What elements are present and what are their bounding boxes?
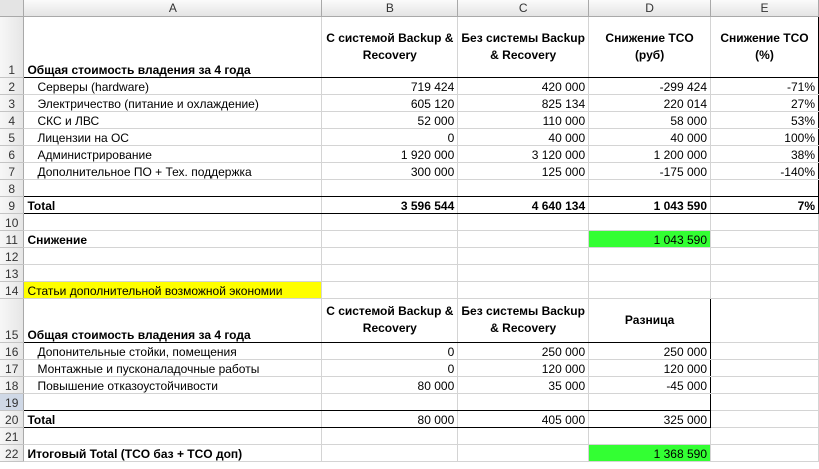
row-header[interactable]: 12	[0, 247, 24, 264]
table1-item-without-system[interactable]: 420 000	[458, 77, 589, 94]
table2-total-difference[interactable]: 325 000	[589, 410, 711, 427]
empty-cell[interactable]	[24, 427, 322, 444]
table2-total-label[interactable]: Total	[24, 410, 322, 427]
table2-item-with-system[interactable]: 0	[322, 359, 458, 376]
row-header[interactable]: 16	[0, 342, 24, 359]
table2-item-without-system[interactable]: 120 000	[458, 359, 589, 376]
table1-header-with-system[interactable]: С системой Backup & Recovery	[322, 16, 458, 77]
column-header-d[interactable]: D	[589, 0, 711, 16]
empty-cell[interactable]	[711, 410, 819, 427]
row-header[interactable]: 15	[0, 298, 24, 342]
table1-item-label[interactable]: СКС и ЛВС	[24, 111, 322, 128]
table1-item-tco-pct[interactable]: -140%	[711, 162, 819, 179]
table1-item-tco-rub[interactable]: -299 424	[589, 77, 711, 94]
table1-item-tco-rub[interactable]: 1 200 000	[589, 145, 711, 162]
empty-cell[interactable]	[322, 230, 458, 247]
table2-item-difference[interactable]: 250 000	[589, 342, 711, 359]
row-header[interactable]: 2	[0, 77, 24, 94]
empty-cell[interactable]	[458, 393, 589, 410]
table1-item-tco-rub[interactable]: -175 000	[589, 162, 711, 179]
empty-cell[interactable]	[711, 213, 819, 230]
empty-cell[interactable]	[589, 213, 711, 230]
row-header[interactable]: 18	[0, 376, 24, 393]
row-header[interactable]: 19	[0, 393, 24, 410]
grand-total-value[interactable]: 1 368 590	[589, 444, 711, 461]
table1-item-tco-pct[interactable]: 100%	[711, 128, 819, 145]
empty-cell[interactable]	[711, 393, 819, 410]
row-header[interactable]: 6	[0, 145, 24, 162]
table1-item-without-system[interactable]: 825 134	[458, 94, 589, 111]
empty-cell[interactable]	[458, 281, 589, 298]
row-header[interactable]: 1	[0, 16, 24, 77]
section2-label[interactable]: Статьи дополнительной возможной экономии	[24, 281, 322, 298]
table1-title-cell[interactable]: Общая стоимость владения за 4 года	[24, 16, 322, 77]
table1-total-with-system[interactable]: 3 596 544	[322, 196, 458, 213]
empty-cell[interactable]	[711, 247, 819, 264]
empty-cell[interactable]	[458, 213, 589, 230]
grand-total-label[interactable]: Итоговый Total (TCO баз + TCO доп)	[24, 444, 322, 461]
table1-header-tco-rub[interactable]: Снижение TCO (руб)	[589, 16, 711, 77]
empty-cell[interactable]	[589, 179, 711, 196]
table2-total-without-system[interactable]: 405 000	[458, 410, 589, 427]
empty-cell[interactable]	[458, 427, 589, 444]
empty-cell[interactable]	[458, 230, 589, 247]
column-header-b[interactable]: B	[322, 0, 458, 16]
table1-item-without-system[interactable]: 3 120 000	[458, 145, 589, 162]
empty-cell[interactable]	[322, 427, 458, 444]
table1-item-label[interactable]: Администрирование	[24, 145, 322, 162]
table1-item-with-system[interactable]: 300 000	[322, 162, 458, 179]
row-header[interactable]: 22	[0, 444, 24, 461]
row-header[interactable]: 4	[0, 111, 24, 128]
table1-item-tco-rub[interactable]: 40 000	[589, 128, 711, 145]
row-header[interactable]: 8	[0, 179, 24, 196]
empty-cell[interactable]	[322, 213, 458, 230]
empty-cell[interactable]	[589, 264, 711, 281]
empty-cell[interactable]	[322, 281, 458, 298]
empty-cell[interactable]	[24, 393, 322, 410]
table1-item-with-system[interactable]: 1 920 000	[322, 145, 458, 162]
table2-item-difference[interactable]: -45 000	[589, 376, 711, 393]
table1-item-without-system[interactable]: 110 000	[458, 111, 589, 128]
table1-item-with-system[interactable]: 719 424	[322, 77, 458, 94]
empty-cell[interactable]	[711, 281, 819, 298]
empty-cell[interactable]	[711, 359, 819, 376]
empty-cell[interactable]	[711, 264, 819, 281]
empty-cell[interactable]	[711, 298, 819, 342]
row-header[interactable]: 10	[0, 213, 24, 230]
table1-item-tco-pct[interactable]: 27%	[711, 94, 819, 111]
column-header-e[interactable]: E	[711, 0, 819, 16]
table1-item-with-system[interactable]: 605 120	[322, 94, 458, 111]
empty-cell[interactable]	[711, 342, 819, 359]
empty-cell[interactable]	[458, 247, 589, 264]
table2-item-label[interactable]: Допонительные стойки, помещения	[24, 342, 322, 359]
empty-cell[interactable]	[711, 376, 819, 393]
table1-item-label[interactable]: Серверы (hardware)	[24, 77, 322, 94]
table2-header-without-system[interactable]: Без системы Backup & Recovery	[458, 298, 589, 342]
row-header[interactable]: 9	[0, 196, 24, 213]
table1-total-tco-pct[interactable]: 7%	[711, 196, 819, 213]
table2-item-without-system[interactable]: 250 000	[458, 342, 589, 359]
empty-cell[interactable]	[322, 393, 458, 410]
table1-item-with-system[interactable]: 0	[322, 128, 458, 145]
table2-title-cell[interactable]: Общая стоимость владения за 4 года	[24, 298, 322, 342]
empty-cell[interactable]	[24, 213, 322, 230]
row-header[interactable]: 7	[0, 162, 24, 179]
row-header[interactable]: 20	[0, 410, 24, 427]
empty-cell[interactable]	[589, 393, 711, 410]
table1-item-tco-pct[interactable]: 53%	[711, 111, 819, 128]
table1-header-tco-pct[interactable]: Снижение TCO (%)	[711, 16, 819, 77]
empty-cell[interactable]	[322, 264, 458, 281]
empty-cell[interactable]	[711, 179, 819, 196]
empty-cell[interactable]	[24, 264, 322, 281]
table1-item-without-system[interactable]: 125 000	[458, 162, 589, 179]
table1-header-without-system[interactable]: Без системы Backup & Recovery	[458, 16, 589, 77]
table2-item-label[interactable]: Повышение отказоустойчивости	[24, 376, 322, 393]
row-header[interactable]: 13	[0, 264, 24, 281]
table1-item-tco-pct[interactable]: -71%	[711, 77, 819, 94]
reduction-value[interactable]: 1 043 590	[589, 230, 711, 247]
table2-item-with-system[interactable]: 80 000	[322, 376, 458, 393]
table1-item-label[interactable]: Лицензии на ОС	[24, 128, 322, 145]
select-all-corner[interactable]	[0, 0, 24, 16]
empty-cell[interactable]	[322, 444, 458, 461]
table2-header-difference[interactable]: Разница	[589, 298, 711, 342]
table1-item-tco-pct[interactable]: 38%	[711, 145, 819, 162]
table1-total-label[interactable]: Total	[24, 196, 322, 213]
row-header[interactable]: 3	[0, 94, 24, 111]
table1-item-without-system[interactable]: 40 000	[458, 128, 589, 145]
row-header[interactable]: 14	[0, 281, 24, 298]
empty-cell[interactable]	[711, 230, 819, 247]
table2-item-with-system[interactable]: 0	[322, 342, 458, 359]
empty-cell[interactable]	[711, 444, 819, 461]
row-header[interactable]: 11	[0, 230, 24, 247]
empty-cell[interactable]	[589, 281, 711, 298]
empty-cell[interactable]	[322, 179, 458, 196]
table2-item-label[interactable]: Монтажные и пусконаладочные работы	[24, 359, 322, 376]
empty-cell[interactable]	[589, 427, 711, 444]
table1-item-with-system[interactable]: 52 000	[322, 111, 458, 128]
table1-item-label[interactable]: Электричество (питание и охлаждение)	[24, 94, 322, 111]
empty-cell[interactable]	[24, 179, 322, 196]
empty-cell[interactable]	[711, 427, 819, 444]
table2-header-with-system[interactable]: С системой Backup & Recovery	[322, 298, 458, 342]
table2-item-difference[interactable]: 120 000	[589, 359, 711, 376]
table1-total-without-system[interactable]: 4 640 134	[458, 196, 589, 213]
column-header-a[interactable]: A	[24, 0, 322, 16]
table2-total-with-system[interactable]: 80 000	[322, 410, 458, 427]
empty-cell[interactable]	[458, 179, 589, 196]
row-header[interactable]: 21	[0, 427, 24, 444]
column-header-c[interactable]: C	[458, 0, 589, 16]
table1-item-label[interactable]: Дополнительное ПО + Тех. поддержка	[24, 162, 322, 179]
row-header[interactable]: 17	[0, 359, 24, 376]
row-header[interactable]: 5	[0, 128, 24, 145]
empty-cell[interactable]	[458, 444, 589, 461]
empty-cell[interactable]	[24, 247, 322, 264]
empty-cell[interactable]	[458, 264, 589, 281]
table1-item-tco-rub[interactable]: 220 014	[589, 94, 711, 111]
table1-total-tco-rub[interactable]: 1 043 590	[589, 196, 711, 213]
reduction-label[interactable]: Снижение	[24, 230, 322, 247]
table1-item-tco-rub[interactable]: 58 000	[589, 111, 711, 128]
empty-cell[interactable]	[322, 247, 458, 264]
table2-item-without-system[interactable]: 35 000	[458, 376, 589, 393]
empty-cell[interactable]	[589, 247, 711, 264]
